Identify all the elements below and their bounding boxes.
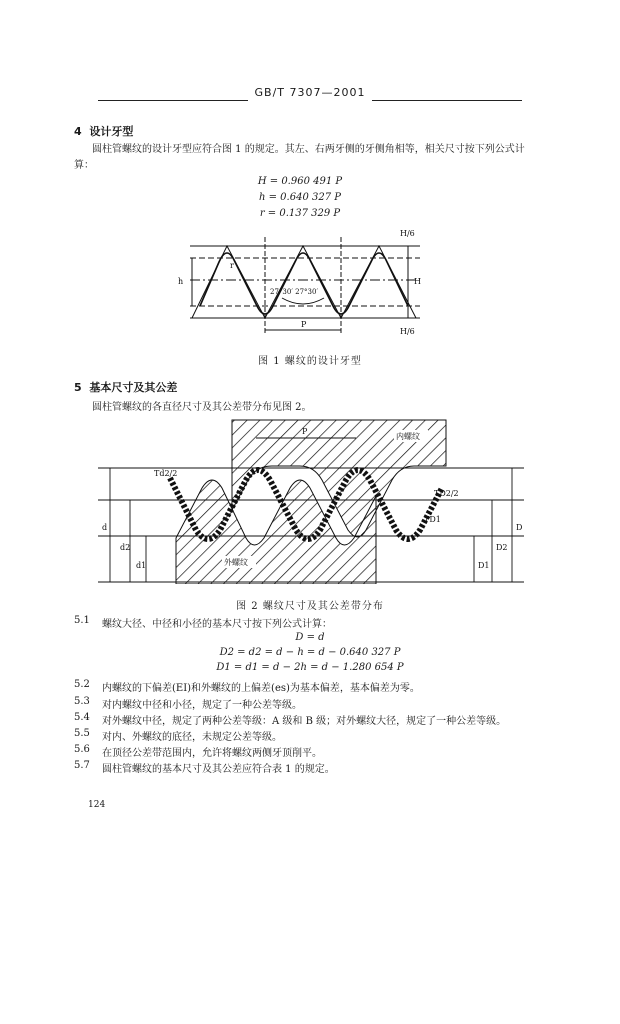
- fig2-label-D1: D1: [478, 561, 490, 570]
- formula-H: H = 0.960 491 P: [257, 176, 343, 187]
- figure-1-caption: 图 1 螺纹的设计牙型: [258, 356, 362, 367]
- fig1-label-h: h: [178, 277, 184, 286]
- clause-5-1-formula-2: D2 = d2 = d − h = d − 0.640 327 P: [219, 647, 401, 658]
- clause-5-1-text: 螺纹大径、中径和小径的基本尺寸按下列公式计算：: [102, 619, 332, 630]
- fig1-label-H6-top: H/6: [400, 229, 415, 238]
- fig2-label-internal: 内螺纹: [396, 432, 420, 441]
- section-4-heading: [74, 123, 133, 139]
- section-4-paragraph-line2: 算：: [74, 160, 94, 171]
- fig2-label-TD1: TD1: [424, 515, 441, 524]
- header-rule-left: [98, 100, 248, 101]
- fig2-label-TD2: TD2/2: [434, 489, 459, 498]
- formula-h: h = 0.640 327 P: [259, 192, 341, 203]
- standard-number: GB/T 7307—2001: [254, 86, 366, 99]
- section-4-title: 设计牙型: [89, 125, 134, 138]
- clause-5-6-number: 5.6: [74, 744, 90, 755]
- clause-5-3-text: 对内螺纹中径和小径，规定了一种公差等级。: [102, 700, 302, 711]
- formula-r: r = 0.137 329 P: [259, 208, 341, 219]
- fig1-label-r: r: [230, 261, 234, 270]
- clause-5-2-number: 5.2: [74, 679, 90, 690]
- section-5-heading: [74, 379, 177, 395]
- clause-5-6-text: 在顶径公差带范围内，允许将螺纹两侧牙顶削平。: [102, 748, 322, 759]
- fig2-label-d: d: [102, 523, 108, 532]
- fig2-label-d1: d1: [136, 561, 147, 570]
- figure-2-caption: 图 2 螺纹尺寸及其公差带分布: [236, 601, 384, 612]
- fig2-label-d2: d2: [120, 543, 131, 552]
- section-4-paragraph-line1: 圆柱管螺纹的设计牙型应符合图 1 的规定。其左、右两牙侧的牙侧角相等，相关尺寸按下列公式计: [92, 144, 525, 155]
- clause-5-7-number: 5.7: [74, 760, 90, 771]
- fig1-label-H6-bottom: H/6: [400, 327, 415, 336]
- fig1-label-H: H: [414, 277, 421, 286]
- figure-1-thread-profile: [170, 222, 440, 344]
- header-rule-right: [372, 100, 522, 101]
- clause-5-3-number: 5.3: [74, 696, 90, 707]
- fig2-label-D2: D2: [496, 543, 508, 552]
- fig1-label-angles: 27°30′ 27°30′: [270, 288, 319, 296]
- clause-5-5-number: 5.5: [74, 728, 90, 739]
- fig2-label-external: 外螺纹: [224, 558, 248, 567]
- figure-2-tolerance-diagram: [96, 418, 526, 584]
- clause-5-1-number: 5.1: [74, 615, 90, 626]
- clause-5-1-formula-3: D1 = d1 = d − 2h = d − 1.280 654 P: [216, 662, 404, 673]
- fig1-angle-arc: [282, 298, 324, 304]
- clause-5-4-text: 对外螺纹中径，规定了两种公差等级：A 级和 B 级；对外螺纹大径，规定了一种公差等级。: [102, 716, 507, 727]
- page-number: 124: [88, 800, 106, 810]
- section-4-number: 4: [74, 125, 82, 138]
- clause-5-1-formula-1: D = d: [295, 632, 325, 643]
- clause-5-4-number: 5.4: [74, 712, 90, 723]
- section-5-paragraph: 圆柱管螺纹的各直径尺寸及其公差带分布见图 2。: [92, 402, 312, 413]
- clause-5-7-text: 圆柱管螺纹的基本尺寸及其公差应符合表 1 的规定。: [102, 764, 335, 775]
- fig2-label-D: D: [516, 523, 523, 532]
- section-5-number: 5: [74, 381, 82, 394]
- fig1-label-P: P: [301, 320, 307, 329]
- fig1-fundamental-triangle: [192, 246, 416, 318]
- clause-5-5-text: 对内、外螺纹的底径，未规定公差等级。: [102, 732, 282, 743]
- fig2-label-Td2: Td2/2: [154, 469, 178, 478]
- fig2-label-P: P: [302, 427, 308, 436]
- section-5-title: 基本尺寸及其公差: [89, 381, 178, 394]
- clause-5-2-text: 内螺纹的下偏差(EI)和外螺纹的上偏差(es)为基本偏差，基本偏差为零。: [102, 683, 420, 694]
